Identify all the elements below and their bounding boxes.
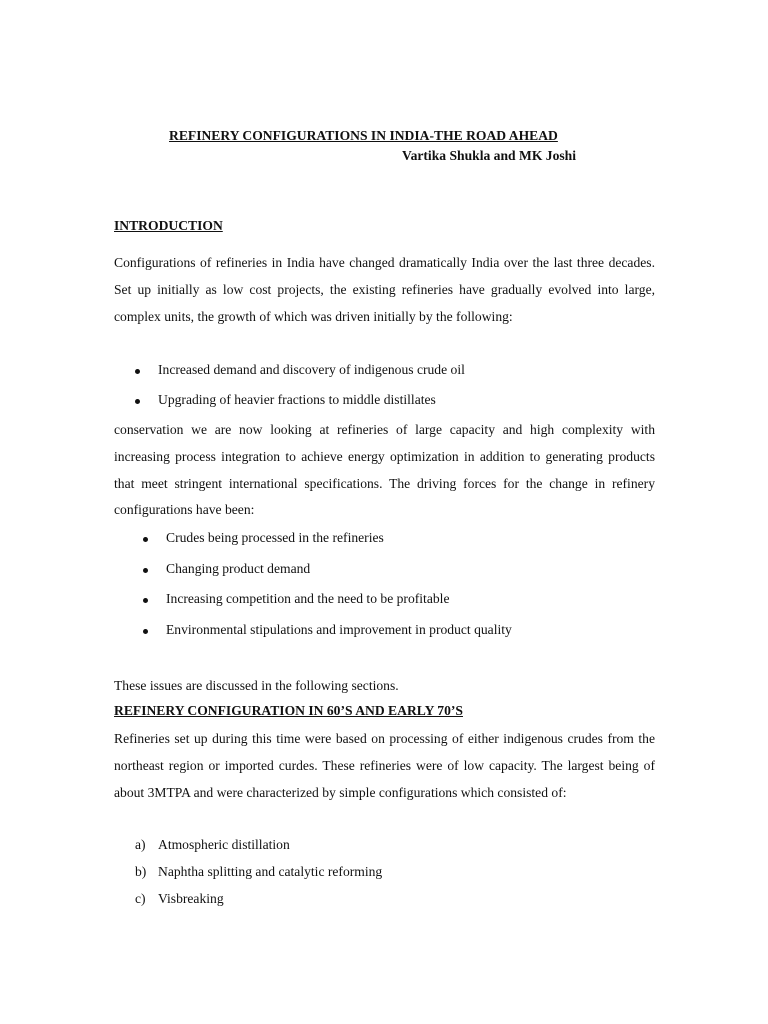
list-item: b) Naphtha splitting and catalytic reforming	[135, 864, 383, 879]
list-item: Environmental stipulations and improvement in product quality	[166, 621, 512, 637]
list-item: Changing product demand	[166, 560, 311, 576]
document-title: REFINERY CONFIGURATIONS IN INDIA-THE ROAD AHEAD	[169, 128, 558, 143]
list-item: c) Visbreaking	[135, 891, 224, 906]
list-marker: a)	[135, 837, 146, 852]
introduction-heading: INTRODUCTION	[114, 218, 223, 233]
growth-drivers-list	[158, 362, 465, 422]
driving-forces-list	[166, 530, 512, 652]
list-item: Upgrading of heavier fractions to middle distillates	[158, 392, 436, 407]
list-marker: b)	[135, 864, 147, 879]
introduction-paragraph: Configurations of refineries in India have changed dramatically India over the last three decades. Set up initially as low cost projects, the existing refineries have gradually evolved into large, complex units, the growth of which was driven initially by the following:	[114, 255, 655, 324]
document-authors: Vartika Shukla and MK Joshi	[402, 148, 577, 163]
list-item: Increased demand and discovery of indigenous crude oil	[158, 362, 465, 377]
list-item: a) Atmospheric distillation	[135, 837, 290, 852]
closing-sentence: These issues are discussed in the following sections.	[114, 678, 399, 693]
configuration-units-list	[135, 837, 383, 918]
list-marker: c)	[135, 891, 146, 906]
list-item: Increasing competition and the need to be profitable	[166, 591, 450, 606]
section-60s-heading: REFINERY CONFIGURATION IN 60’S AND EARLY 70’S	[114, 703, 463, 718]
list-item: Crudes being processed in the refineries	[166, 530, 384, 545]
section-60s-paragraph: Refineries set up during this time were based on processing of either indigenous crudes from the northeast region or imported curdes. These refineries were of low capacity. The largest being of about 3MTPA and were characterized by simple configurations which consisted of:	[114, 731, 655, 800]
conservation-paragraph: conservation we are now looking at refineries of large capacity and high complexity with increasing process integration to achieve energy optimization in addition to generating products that meet stringent international specifications. The driving forces for the change in refinery configurations have been:	[114, 422, 655, 518]
